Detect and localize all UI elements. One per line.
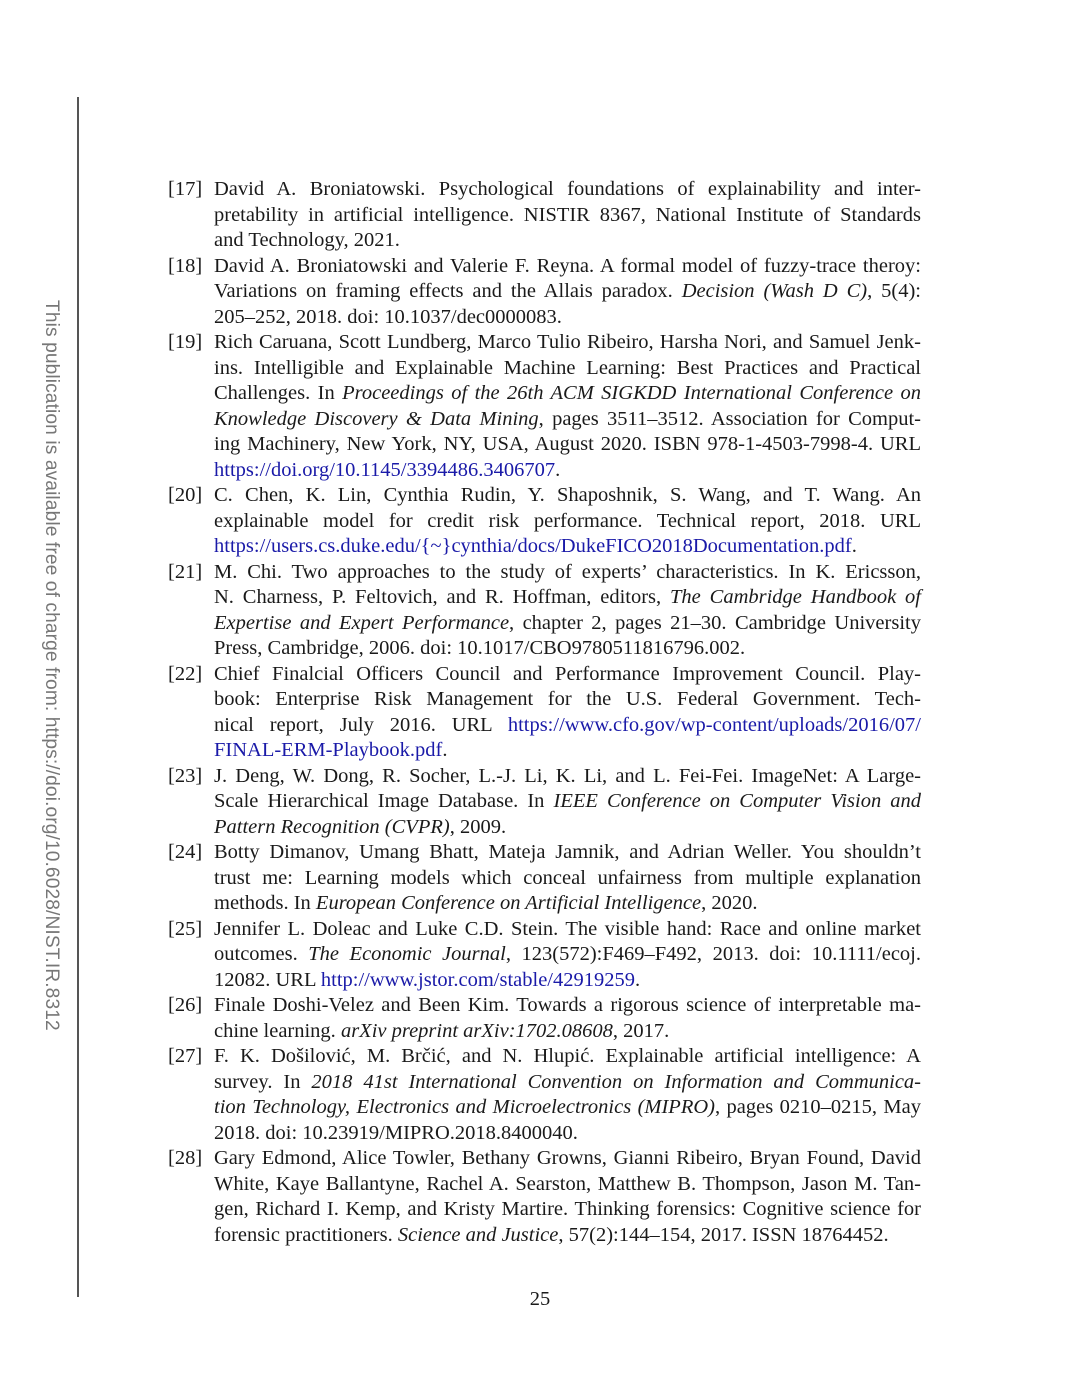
reference-number: [28] (168, 1147, 203, 1169)
reference-text: M. Chi. Two approaches to the study of experts’ characteristics. In K. Ericsson, (214, 560, 921, 583)
reference-text: Press, Cambridge, 2006. doi: 10.1017/CBO9780511816796.002. (214, 637, 746, 659)
reference-venue: Expertise and Expert Performance (214, 611, 510, 634)
reference-entry (168, 177, 921, 254)
reference-text: ing Machinery, New York, NY, USA, August 2020. ISBN 978-1-4503-7998-4. URL (214, 433, 921, 455)
reference-entry (168, 483, 921, 560)
reference-line (214, 509, 921, 535)
reference-text: . (555, 458, 561, 481)
reference-text: methods. In (214, 892, 316, 914)
reference-number: [20] (168, 484, 203, 506)
availability-note: This publication is available free of charge from: https://doi.org/10.6028/NIST.IR.8312 (41, 300, 62, 1031)
reference-text: explainable model for credit risk performance. Technical report, 2018. URL (214, 509, 921, 532)
reference-text: pretability in artificial intelligence. NISTIR 8367, National Institute of Standards (214, 203, 921, 226)
reference-line (214, 713, 921, 739)
reference-line (214, 1146, 921, 1172)
reference-number: [19] (168, 331, 203, 353)
reference-line (214, 687, 921, 713)
reference-text: Chief Finalcial Officers Council and Performance Improvement Council. Play- (214, 662, 921, 685)
reference-number: [26] (168, 994, 203, 1016)
reference-line (214, 1121, 921, 1147)
reference-line (214, 968, 921, 994)
reference-text: Scale Hierarchical Image Database. In (214, 790, 554, 812)
reference-entry (168, 1044, 921, 1146)
reference-line (214, 381, 921, 407)
reference-line (214, 611, 921, 637)
reference-line (214, 483, 921, 509)
reference-line (214, 815, 921, 841)
reference-line (214, 993, 921, 1019)
reference-text: . (635, 968, 641, 991)
reference-text: outcomes. (214, 943, 309, 965)
reference-text: . (851, 535, 857, 557)
reference-text: , chapter 2, pages 21–30. Cambridge University (509, 611, 921, 634)
reference-venue: The Cambridge Handbook of (670, 586, 921, 608)
reference-link[interactable]: http://www.jstor.com/stable/42919259 (320, 968, 636, 991)
reference-line (214, 1019, 921, 1045)
reference-number: [25] (168, 917, 203, 940)
reference-entry (168, 254, 921, 331)
reference-venue: tion Technology, Electronics and Microelectronics (MIPRO) (214, 1096, 715, 1118)
reference-text: gen, Richard I. Kemp, and Kristy Martire. Thinking forensics: Cognitive science for (214, 1198, 921, 1220)
reference-number: [24] (168, 841, 203, 863)
reference-text: David A. Broniatowski and Valerie F. Reyna. A formal model of fuzzy-trace theroy: (214, 254, 921, 277)
reference-text: and Technology, 2021. (214, 229, 400, 251)
reference-entry (168, 993, 921, 1044)
reference-text: Botty Dimanov, Umang Bhatt, Mateja Jamnik, and Adrian Weller. You shouldn’t (214, 841, 921, 863)
reference-text: , 2017. (612, 1019, 670, 1042)
reference-line (214, 534, 921, 560)
reference-entry (168, 560, 921, 662)
reference-line (214, 228, 921, 254)
reference-link[interactable]: https://doi.org/10.1145/3394486.3406707 (214, 458, 556, 481)
reference-text: 2018. doi: 10.23919/MIPRO.2018.8400040. (214, 1121, 578, 1144)
reference-text: N. Charness, P. Feltovich, and R. Hoffman, editors, (214, 586, 671, 608)
reference-text: C. Chen, K. Lin, Cynthia Rudin, Y. Shaposhnik, S. Wang, and T. Wang. An (214, 484, 921, 506)
reference-text: Variations on framing effects and the Allais paradox. (214, 280, 682, 302)
reference-line (214, 177, 921, 203)
reference-text: David A. Broniatowski. Psychological foundations of explainability and inter- (214, 178, 921, 200)
reference-venue: 2018 41st International Convention on Information and Communica- (311, 1070, 921, 1093)
reference-text: Jennifer L. Doleac and Luke C.D. Stein. The visible hand: Race and online market (214, 917, 921, 940)
reference-venue: Decision (Wash D C) (681, 280, 868, 302)
reference-text: , 57(2):144–154, 2017. ISSN 18764452. (558, 1223, 889, 1246)
reference-line (214, 1070, 921, 1096)
reference-link[interactable]: https://www.cfo.gov/wp-content/uploads/2016/07/ (507, 713, 921, 736)
reference-text: 12082. URL (214, 968, 321, 991)
reference-number: [23] (168, 764, 203, 787)
reference-text: Rich Caruana, Scott Lundberg, Marco Tulio Ribeiro, Harsha Nori, and Samuel Jenk- (214, 331, 921, 353)
reference-line (214, 866, 921, 892)
reference-text: , 5(4): (867, 280, 921, 302)
reference-line (214, 1172, 921, 1198)
reference-text: , pages 0210–0215, May (715, 1096, 921, 1118)
reference-text: F. K. Došilović, M. Brčić, and N. Hlupić. Explainable artificial intelligence: A (214, 1045, 921, 1067)
reference-entry (168, 840, 921, 917)
reference-line (214, 407, 921, 433)
page-number: 25 (529, 1288, 551, 1310)
reference-text: , 123(572):F469–F492, 2013. doi: 10.1111/ecoj. (505, 943, 921, 965)
reference-text: , pages 3511–3512. Association for Comput- (538, 407, 921, 430)
reference-line (214, 1223, 921, 1249)
reference-line (214, 458, 921, 484)
reference-line (214, 789, 921, 815)
reference-number: [17] (168, 178, 203, 200)
reference-text: 205–252, 2018. doi: 10.1037/dec0000083. (214, 305, 562, 328)
reference-link[interactable]: FINAL-ERM-Playbook.pdf (214, 739, 443, 761)
reference-line (214, 840, 921, 866)
reference-venue: Pattern Recognition (CVPR) (214, 815, 450, 838)
reference-venue: Knowledge Discovery & Data Mining (214, 407, 539, 430)
reference-text: survey. In (214, 1070, 312, 1093)
reference-text: book: Enterprise Risk Management for the U.S. Federal Government. Tech- (214, 688, 921, 710)
reference-line (214, 560, 921, 586)
reference-line (214, 738, 921, 764)
reference-venue: Science and Justice (397, 1223, 559, 1246)
reference-number: [27] (168, 1045, 203, 1067)
reference-text: trust me: Learning models which conceal unfairness from multiple explanation (214, 866, 921, 889)
reference-line (214, 432, 921, 458)
reference-line (214, 356, 921, 382)
reference-line (214, 1197, 921, 1223)
reference-entry (168, 917, 921, 994)
reference-line (214, 1095, 921, 1121)
reference-text: Finale Doshi-Velez and Been Kim. Towards a rigorous science of interpretable ma- (214, 994, 921, 1016)
reference-line (214, 891, 921, 917)
reference-text: White, Kaye Ballantyne, Rachel A. Searston, Matthew B. Thompson, Jason M. Tan- (214, 1172, 921, 1195)
reference-line (214, 203, 921, 229)
reference-text: J. Deng, W. Dong, R. Socher, L.-J. Li, K. Li, and L. Fei-Fei. ImageNet: A Large- (214, 764, 921, 787)
reference-line (214, 764, 921, 790)
reference-line (214, 305, 921, 331)
reference-line (214, 1044, 921, 1070)
reference-text: Gary Edmond, Alice Towler, Bethany Growns, Gianni Ribeiro, Bryan Found, David (214, 1147, 921, 1169)
reference-text: Challenges. In (214, 382, 343, 404)
reference-text: ins. Intelligible and Explainable Machine Learning: Best Practices and Practical (214, 356, 921, 379)
reference-entry (168, 1146, 921, 1248)
reference-number: [21] (168, 560, 203, 583)
reference-number: [22] (168, 662, 203, 685)
reference-line (214, 585, 921, 611)
reference-line (214, 330, 921, 356)
reference-line (214, 942, 921, 968)
reference-venue: European Conference on Artificial Intelligence (315, 892, 702, 914)
reference-entry (168, 330, 921, 483)
reference-line (214, 662, 921, 688)
reference-text: forensic practitioners. (214, 1223, 398, 1246)
reference-link[interactable]: https://users.cs.duke.edu/{~}cynthia/docs/DukeFICO2018Documentation.pdf (214, 535, 852, 557)
reference-line (214, 917, 921, 943)
reference-text: , 2009. (449, 815, 507, 838)
reference-text: chine learning. (214, 1019, 341, 1042)
reference-venue: Proceedings of the 26th ACM SIGKDD International Conference on (342, 382, 921, 404)
reference-entry (168, 662, 921, 764)
margin-rule (77, 97, 79, 1297)
reference-venue: The Economic Journal (308, 943, 506, 965)
reference-venue: IEEE Conference on Computer Vision and (553, 790, 922, 812)
reference-venue: arXiv preprint arXiv:1702.08608 (340, 1019, 613, 1042)
reference-line (214, 279, 921, 305)
reference-text: . (442, 739, 448, 761)
reference-number: [18] (168, 254, 203, 277)
reference-line (214, 636, 921, 662)
reference-text: nical report, July 2016. URL (214, 713, 508, 736)
reference-list (168, 177, 921, 1248)
reference-line (214, 254, 921, 280)
reference-text: , 2020. (701, 892, 758, 914)
reference-entry (168, 764, 921, 841)
